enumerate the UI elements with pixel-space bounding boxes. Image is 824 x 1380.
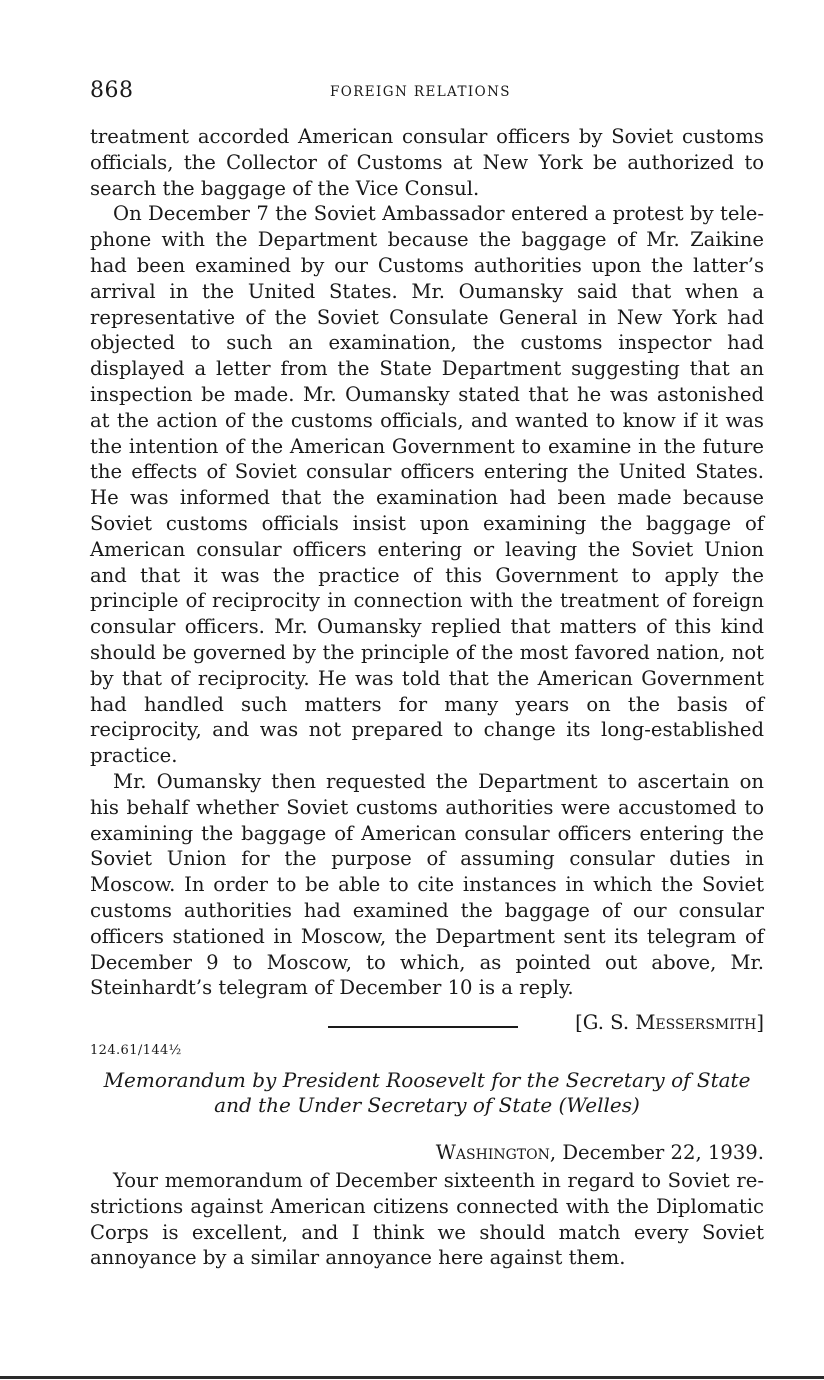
page-number: 868 (90, 78, 134, 103)
dateline-date: December 22, 1939. (562, 1141, 764, 1164)
memo-text (90, 1168, 764, 1271)
paragraph-request: Mr. Oumansky then requested the Department to ascertain on his behalf whether Soviet customs authorities were accustomed to examining the baggage of American consular officers entering the Soviet Union for the purpose of assuming consular duties in Moscow. In order to be able to cite instances in which the Soviet customs authorities had examined the baggage of our consular officers stationed in Moscow, the Department sent its telegram of December 9 to Moscow, to which, as pointed out above, Mr. Steinhardt’s telegram of December 10 is a reply. (90, 769, 764, 1000)
section-divider (328, 1026, 518, 1028)
dateline (90, 1140, 764, 1165)
paragraph-continuation: treatment accorded American consular officers by Soviet customs officials, the Collector of Customs at New York be authorized to search the baggage of the Vice Consul. (90, 125, 764, 200)
document-title: Memorandum by President Roosevelt for the Secretary of State and the Under Secretary of State (Welles) (103, 1068, 751, 1117)
memo-paragraph: Your memorandum of December sixteenth in regard to Soviet restrictions against American citizens connected with the Diplomatic Corps is excellent, and I think we should match every Soviet annoyance by a similar annoyance here against them. (90, 1169, 764, 1270)
dateline-place: Washington, (435, 1141, 557, 1164)
page-bottom-edge (0, 1376, 824, 1379)
paragraph-protest: On December 7 the Soviet Ambassador entered a protest by telephone with the Department because the baggage of Mr. Zaikine had been examined by our Customs authorities upon the latter’s arrival in the United States. Mr. Oumansky said that when a representative of the Soviet Consulate General in New York had objected to such an examination, the customs inspector had displayed a letter from the State Department suggesting that an inspection be made. Mr. Oumansky stated that he was astonished at the action of the customs officials, and wanted to know if it was the intention of the American Government to examine in the future the effects of Soviet consular officers entering the United States. He was informed that the examination had been made because Soviet customs officials insist upon examining the baggage of American consular officers entering or leaving the Soviet Union and that it was the practice of this Government to apply the principle of reciprocity in connection with the treatment of foreign consular officers. Mr. Oumansky replied that matters of this kind should be governed by the principle of the most favored nation, not by that of reciprocity. He was told that the American Government had handled such matters for many years on the basis of reciprocity, and was not prepared to change its long-established practice. (90, 202, 764, 768)
file-number: 124.61/144½ (90, 1043, 182, 1058)
page-header (90, 78, 764, 108)
body-text (90, 124, 764, 1036)
running-head: FOREIGN RELATIONS (330, 84, 511, 100)
signature: [G. S. Messersmith] (575, 1011, 764, 1035)
